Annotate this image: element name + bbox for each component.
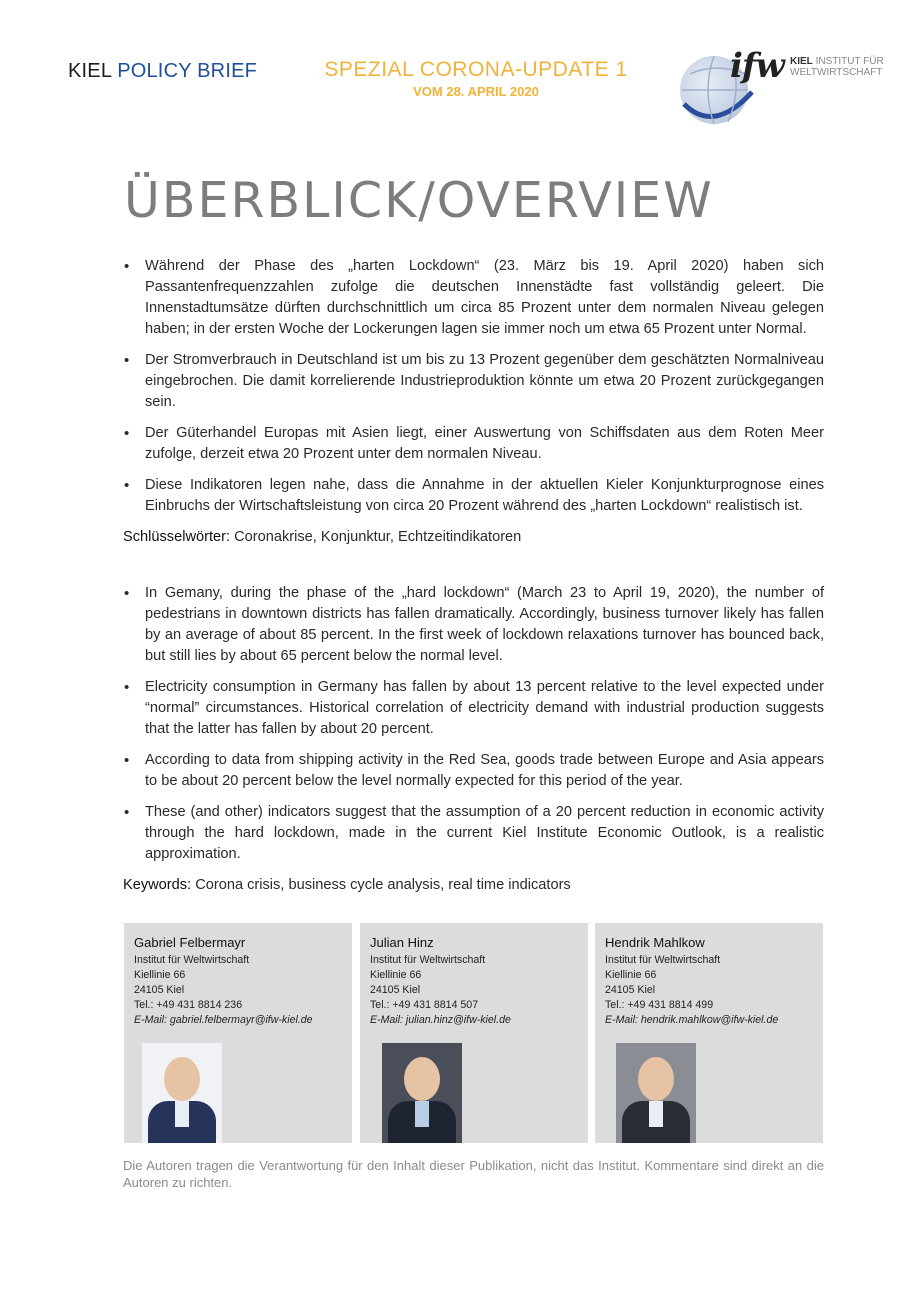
photo-head: [164, 1057, 200, 1101]
author-institute: Institut für Weltwirtschaft: [605, 954, 721, 966]
german-keywords: [123, 527, 824, 548]
english-bullet-list: [123, 583, 824, 865]
logo-ifw-text: ifw: [730, 46, 784, 86]
list-item: • In Gemany, during the phase of the „hard lockdown“ (March 23 to April 19, 2020), the number of pedestrians in downtown districts has fallen dramatically. Accordingly, business turnover likely has fallen by an average of about 85 percent. In the first week of lockdown relaxations turnover has bounced back, but still lies by about 65 percent below the normal level.: [123, 583, 824, 667]
logo-institute-text: [790, 56, 884, 78]
logo-kiel: KIEL: [790, 56, 813, 67]
brand-title: [68, 60, 257, 83]
list-item: • Während der Phase des „harten Lockdown“ (23. März bis 19. April 2020) haben sich Passantenfrequenzzahlen zufolge die deutschen Innenstädte fast vollständig geleert. Die Innenstadtumsätze dürften durchschnittlich um circa 85 Prozent unter dem normalen Niveau gelegen haben; in der ersten Woche der Lockerungen lagen sie immer noch um etwa 65 Prozent unter Normal.: [123, 256, 824, 340]
brand-kiel: KIEL: [68, 60, 112, 82]
author-institute: Institut für Weltwirtschaft: [134, 954, 250, 966]
special-date: VOM 28. APRIL 2020: [413, 84, 539, 99]
keywords-value: Coronakrise, Konjunktur, Echtzeitindikatoren: [230, 529, 522, 545]
author-street: Kiellinie 66: [134, 969, 186, 981]
author-phone: Tel.: +49 431 8814 236: [134, 999, 243, 1011]
author-institute: Institut für Weltwirtschaft: [370, 954, 486, 966]
english-keywords: [123, 875, 824, 896]
author-phone: Tel.: +49 431 8814 499: [605, 999, 714, 1011]
author-name: Hendrik Mahlkow: [605, 935, 705, 950]
keywords-label: Keywords:: [123, 877, 192, 893]
author-card: [595, 923, 823, 1143]
author-photo: [616, 1043, 696, 1143]
author-photo: [142, 1043, 222, 1143]
photo-shirt: [415, 1101, 429, 1127]
list-item: • Electricity consumption in Germany has fallen by about 13 percent relative to the level expected under “normal” circumstances. Historical correlation of electricity demand with industrial production suggests that the latter has fallen by about 20 percent.: [123, 677, 824, 740]
german-bullet-list: [123, 256, 824, 517]
english-summary: [123, 583, 824, 896]
author-card: [360, 923, 588, 1143]
author-city: 24105 Kiel: [605, 984, 656, 996]
list-item: • These (and other) indicators suggest that the assumption of a 20 percent reduction in economic activity through the hard lockdown, made in the current Kiel Institute Economic Outlook, is a realistic approximation.: [123, 802, 824, 865]
author-cards: [124, 923, 824, 1143]
special-update-heading: [306, 58, 646, 99]
author-city: 24105 Kiel: [370, 984, 421, 996]
author-street: Kiellinie 66: [370, 969, 422, 981]
list-item: • Der Güterhandel Europas mit Asien liegt, einer Auswertung von Schiffsdaten aus dem Roten Meer zufolge, derzeit etwa 20 Prozent unter dem normalen Niveau.: [123, 423, 824, 465]
ifw-logo: [672, 44, 888, 132]
keywords-value: Corona crisis, business cycle analysis, real time indicators: [191, 877, 571, 893]
page-title: ÜBERBLICK/OVERVIEW: [124, 172, 714, 229]
author-city: 24105 Kiel: [134, 984, 185, 996]
logo-institut: INSTITUT FÜR: [815, 56, 884, 67]
brand-policy-brief: POLICY BRIEF: [117, 60, 258, 82]
logo-weltwirtschaft: WELTWIRTSCHAFT: [790, 67, 883, 78]
keywords-label: Schlüsselwörter:: [123, 529, 231, 545]
disclaimer: Die Autoren tragen die Verantwortung für den Inhalt dieser Publikation, nicht das Institut. Kommentare sind direkt an die Autoren zu richten.: [123, 1158, 824, 1190]
author-photo: [382, 1043, 462, 1143]
author-email[interactable]: E-Mail: gabriel.felbermayr@ifw-kiel.de: [134, 1014, 313, 1026]
german-summary: [123, 256, 824, 548]
author-card: [124, 923, 352, 1143]
list-item: • According to data from shipping activity in the Red Sea, goods trade between Europe and Asia appears to be about 20 percent below the level normally expected for this period of the year.: [123, 750, 824, 792]
list-item: • Diese Indikatoren legen nahe, dass die Annahme in der aktuellen Kieler Konjunkturprognose eines Einbruchs der Wirtschaftsleistung von circa 20 Prozent während des „harten Lockdown“ realistisch ist.: [123, 475, 824, 517]
list-item: • Der Stromverbrauch in Deutschland ist um bis zu 13 Prozent gegenüber dem geschätzten Normalniveau eingebrochen. Die damit korrelierende Industrieproduktion könnte um etwa 20 Prozent zurückgegangen sein.: [123, 350, 824, 413]
author-name: Gabriel Felbermayr: [134, 935, 246, 950]
photo-shirt: [649, 1101, 663, 1127]
special-title: SPEZIAL CORONA-UPDATE 1: [324, 58, 628, 81]
photo-head: [638, 1057, 674, 1101]
photo-head: [404, 1057, 440, 1101]
author-email[interactable]: E-Mail: hendrik.mahlkow@ifw-kiel.de: [605, 1014, 779, 1026]
author-email[interactable]: E-Mail: julian.hinz@ifw-kiel.de: [370, 1014, 511, 1026]
author-phone: Tel.: +49 431 8814 507: [370, 999, 479, 1011]
photo-shirt: [175, 1101, 189, 1127]
author-name: Julian Hinz: [370, 935, 434, 950]
author-street: Kiellinie 66: [605, 969, 657, 981]
